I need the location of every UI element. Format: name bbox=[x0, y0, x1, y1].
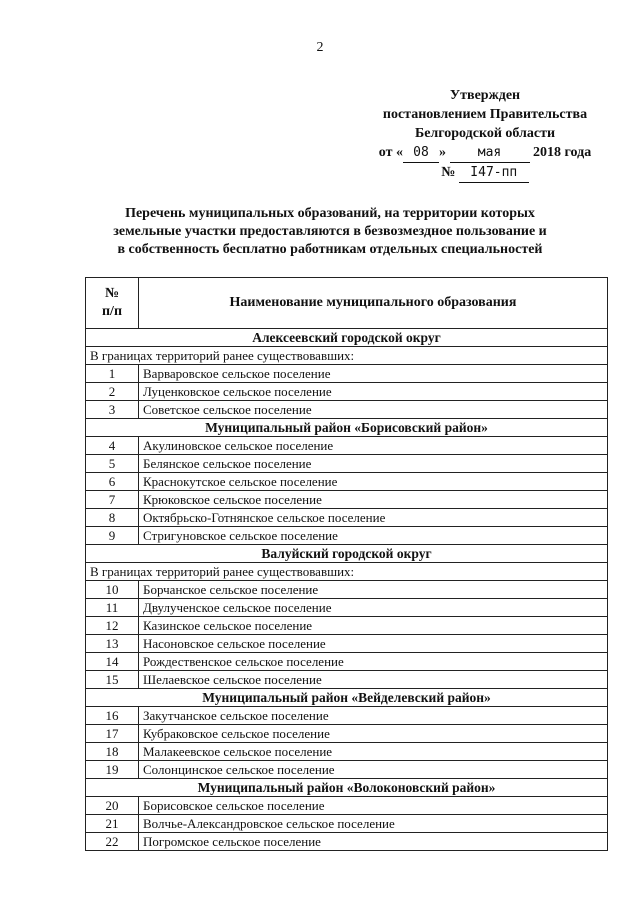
table-row bbox=[86, 797, 608, 815]
row-municipality-name: Краснокутское сельское поселение bbox=[139, 473, 608, 491]
table-row bbox=[86, 707, 608, 725]
table-row bbox=[86, 401, 608, 419]
row-municipality-name: Октябрьско-Готнянское сельское поселение bbox=[139, 509, 608, 527]
row-municipality-name: Борисовское сельское поселение bbox=[139, 797, 608, 815]
row-number: 16 bbox=[86, 707, 139, 725]
section-heading: Муниципальный район «Вейделевский район» bbox=[86, 689, 608, 707]
row-number: 15 bbox=[86, 671, 139, 689]
row-municipality-name: Луценковское сельское поселение bbox=[139, 383, 608, 401]
row-number: 11 bbox=[86, 599, 139, 617]
row-municipality-name: Кубраковское сельское поселение bbox=[139, 725, 608, 743]
row-number: 19 bbox=[86, 761, 139, 779]
row-number: 12 bbox=[86, 617, 139, 635]
table-row bbox=[86, 725, 608, 743]
number-value: I47-пп bbox=[459, 163, 529, 183]
section-note: В границах территорий ранее существовавших: bbox=[86, 563, 608, 581]
row-municipality-name: Погромское сельское поселение bbox=[139, 833, 608, 851]
row-municipality-name: Стригуновское сельское поселение bbox=[139, 527, 608, 545]
row-number: 9 bbox=[86, 527, 139, 545]
row-municipality-name: Волчье-Александровское сельское поселение bbox=[139, 815, 608, 833]
row-municipality-name: Двулученское сельское поселение bbox=[139, 599, 608, 617]
note-row bbox=[86, 563, 608, 581]
table-row bbox=[86, 635, 608, 653]
row-municipality-name: Акулиновское сельское поселение bbox=[139, 437, 608, 455]
table-row bbox=[86, 383, 608, 401]
section-row bbox=[86, 419, 608, 437]
approval-line-1: Утвержден bbox=[449, 88, 521, 103]
approval-line-3: Белгородской области bbox=[414, 126, 556, 141]
section-heading: Муниципальный район «Волоконовский район» bbox=[86, 779, 608, 797]
document-title bbox=[80, 205, 580, 259]
row-municipality-name: Солонцинское сельское поселение bbox=[139, 761, 608, 779]
table-body bbox=[86, 329, 608, 851]
row-number: 17 bbox=[86, 725, 139, 743]
row-number: 1 bbox=[86, 365, 139, 383]
section-heading: Алексеевский городской округ bbox=[86, 329, 608, 347]
header-number: № п/п bbox=[86, 278, 139, 329]
date-prefix: от « bbox=[378, 145, 403, 160]
table-row bbox=[86, 437, 608, 455]
row-number: 7 bbox=[86, 491, 139, 509]
table-header-row bbox=[86, 278, 608, 329]
title-line-1: Перечень муниципальных образований, на территории которых bbox=[125, 206, 535, 221]
table-row bbox=[86, 743, 608, 761]
row-number: 21 bbox=[86, 815, 139, 833]
row-number: 20 bbox=[86, 797, 139, 815]
table-row bbox=[86, 455, 608, 473]
table-row bbox=[86, 473, 608, 491]
section-row bbox=[86, 329, 608, 347]
approval-block bbox=[355, 86, 615, 183]
row-municipality-name: Казинское сельское поселение bbox=[139, 617, 608, 635]
number-prefix: № bbox=[441, 165, 456, 180]
row-municipality-name: Борчанское сельское поселение bbox=[139, 581, 608, 599]
row-municipality-name: Варваровское сельское поселение bbox=[139, 365, 608, 383]
section-heading: Валуйский городской округ bbox=[86, 545, 608, 563]
row-municipality-name: Малакеевское сельское поселение bbox=[139, 743, 608, 761]
row-number: 10 bbox=[86, 581, 139, 599]
title-line-3: в собственность бесплатно работникам отдельных специальностей bbox=[117, 242, 543, 257]
row-number: 22 bbox=[86, 833, 139, 851]
table-row bbox=[86, 509, 608, 527]
section-row bbox=[86, 689, 608, 707]
table-row bbox=[86, 833, 608, 851]
row-number: 13 bbox=[86, 635, 139, 653]
date-mid: » bbox=[439, 145, 446, 160]
date-day: 08 bbox=[403, 143, 439, 163]
approval-line-2: постановлением Правительства bbox=[382, 107, 588, 122]
municipalities-table bbox=[85, 277, 608, 851]
row-municipality-name: Шелаевское сельское поселение bbox=[139, 671, 608, 689]
table-row bbox=[86, 527, 608, 545]
section-row bbox=[86, 779, 608, 797]
row-municipality-name: Насоновское сельское поселение bbox=[139, 635, 608, 653]
section-row bbox=[86, 545, 608, 563]
header-name: Наименование муниципального образования bbox=[139, 278, 608, 329]
table-row bbox=[86, 617, 608, 635]
table-row bbox=[86, 671, 608, 689]
approval-number bbox=[355, 163, 615, 183]
table-row bbox=[86, 599, 608, 617]
table-row bbox=[86, 653, 608, 671]
date-month: мая bbox=[450, 143, 530, 163]
row-number: 14 bbox=[86, 653, 139, 671]
row-number: 18 bbox=[86, 743, 139, 761]
section-note: В границах территорий ранее существовавших: bbox=[86, 347, 608, 365]
approval-date bbox=[355, 143, 615, 163]
row-municipality-name: Белянское сельское поселение bbox=[139, 455, 608, 473]
row-municipality-name: Закутчанское сельское поселение bbox=[139, 707, 608, 725]
title-line-2: земельные участки предоставляются в безвозмездное пользование и bbox=[113, 224, 547, 239]
row-number: 8 bbox=[86, 509, 139, 527]
note-row bbox=[86, 347, 608, 365]
table-row bbox=[86, 365, 608, 383]
table-row bbox=[86, 581, 608, 599]
row-municipality-name: Советское сельское поселение bbox=[139, 401, 608, 419]
row-number: 4 bbox=[86, 437, 139, 455]
table-row bbox=[86, 491, 608, 509]
table-row bbox=[86, 761, 608, 779]
date-year: 2018 года bbox=[533, 145, 592, 160]
row-number: 5 bbox=[86, 455, 139, 473]
row-municipality-name: Рождественское сельское поселение bbox=[139, 653, 608, 671]
row-number: 3 bbox=[86, 401, 139, 419]
row-number: 2 bbox=[86, 383, 139, 401]
row-number: 6 bbox=[86, 473, 139, 491]
section-heading: Муниципальный район «Борисовский район» bbox=[86, 419, 608, 437]
row-municipality-name: Крюковское сельское поселение bbox=[139, 491, 608, 509]
page-number: 2 bbox=[316, 40, 324, 55]
table-row bbox=[86, 815, 608, 833]
